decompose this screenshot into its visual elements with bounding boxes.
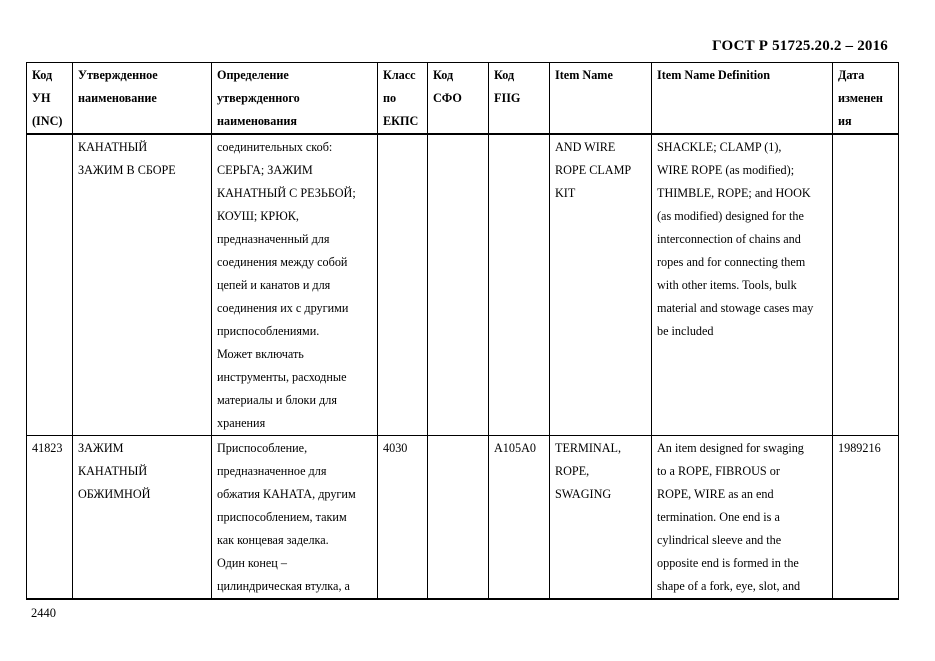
- cell-text-line: THIMBLE, ROPE; and HOOK: [657, 186, 811, 200]
- header-inc: [27, 63, 73, 135]
- cell-approved-name: [73, 436, 212, 600]
- cell-text-line: соединения их с другими: [217, 301, 349, 315]
- page-number: 2440: [31, 606, 56, 620]
- cell-item-name-definition: [652, 134, 833, 436]
- cell-text-line: ЕКПС: [383, 114, 419, 128]
- cell-text-line: предназначенное для: [217, 464, 327, 478]
- cell-text-line: цилиндрическая втулка, а: [217, 579, 350, 593]
- cell-text-line: ROPE, WIRE as an end: [657, 487, 774, 501]
- cell-text-line: ЗАЖИМ: [78, 441, 124, 455]
- cell-text-line: УН: [32, 91, 51, 105]
- cell-text-line: A105A0: [494, 441, 536, 455]
- header-item-name: [550, 63, 652, 135]
- cell-text-line: ия: [838, 114, 852, 128]
- cell-text-line: приспособлением, таким: [217, 510, 347, 524]
- cell-text-line: AND WIRE: [555, 140, 616, 154]
- cell-ekps-class: [378, 436, 428, 600]
- cell-text-line: утвержденного: [217, 91, 300, 105]
- cell-text-line: Приспособление,: [217, 441, 308, 455]
- document-standard-title: ГОСТ Р 51725.20.2 – 2016: [712, 38, 888, 54]
- cell-text-line: СФО: [433, 91, 462, 105]
- cell-text-line: Может включать: [217, 347, 304, 361]
- cell-text-line: КАНАТНЫЙ С РЕЗЬБОЙ;: [217, 186, 356, 200]
- cell-sfo-code: [428, 134, 489, 436]
- cell-text-line: ROPE CLAMP: [555, 163, 632, 177]
- header-item-name-definition: [652, 63, 833, 135]
- cell-text-line: 41823: [32, 441, 63, 455]
- cell-text-line: ОБЖИМНОЙ: [78, 487, 151, 501]
- classification-table: [26, 62, 899, 600]
- cell-text-line: хранения: [217, 416, 266, 430]
- cell-text-line: interconnection of chains and: [657, 232, 801, 246]
- header-sfo-code: [428, 63, 489, 135]
- cell-text-line: KIT: [555, 186, 576, 200]
- cell-text-line: SHACKLE; CLAMP (1),: [657, 140, 782, 154]
- cell-fiig-code: [489, 134, 550, 436]
- cell-text-line: КАНАТНЫЙ: [78, 464, 148, 478]
- cell-text-line: ЗАЖИМ В СБОРЕ: [78, 163, 176, 177]
- cell-text-line: СЕРЬГА; ЗАЖИМ: [217, 163, 313, 177]
- cell-text-line: цепей и канатов и для: [217, 278, 331, 292]
- cell-text-line: 1989216: [838, 441, 881, 455]
- cell-definition: [212, 134, 378, 436]
- header-change-date: [833, 63, 899, 135]
- cell-text-line: with other items. Tools, bulk: [657, 278, 797, 292]
- cell-text-line: to a ROPE, FIBROUS or: [657, 464, 780, 478]
- cell-text-line: предназначенный для: [217, 232, 330, 246]
- cell-definition: [212, 436, 378, 600]
- cell-text-line: SWAGING: [555, 487, 612, 501]
- cell-text-line: (as modified) designed for the: [657, 209, 804, 223]
- cell-text-line: изменен: [838, 91, 883, 105]
- cell-text-line: cylindrical sleeve and the: [657, 533, 782, 547]
- cell-text-line: Код: [433, 68, 454, 82]
- cell-ekps-class: [378, 134, 428, 436]
- cell-text-line: Утвержденное: [78, 68, 158, 82]
- cell-fiig-code: [489, 436, 550, 600]
- header-fiig-code: [489, 63, 550, 135]
- cell-text-line: Класс: [383, 68, 416, 82]
- cell-text-line: ropes and for connecting them: [657, 255, 806, 269]
- cell-text-line: Код: [32, 68, 53, 82]
- cell-text-line: Item Name Definition: [657, 68, 771, 82]
- header-ekps-class: [378, 63, 428, 135]
- cell-text-line: соединительных скоб:: [217, 140, 333, 154]
- cell-text-line: Item Name: [555, 68, 613, 82]
- cell-text-line: Дата: [838, 68, 865, 82]
- cell-item-name: [550, 436, 652, 600]
- cell-text-line: соединения между собой: [217, 255, 348, 269]
- table-header-row: [27, 63, 899, 135]
- cell-text-line: FIIG: [494, 91, 521, 105]
- cell-text-line: Один конец –: [217, 556, 287, 570]
- cell-text-line: opposite end is formed in the: [657, 556, 799, 570]
- cell-text-line: (INC): [32, 114, 63, 128]
- cell-text-line: как концевая заделка.: [217, 533, 329, 547]
- cell-text-line: 4030: [383, 441, 408, 455]
- cell-text-line: материалы и блоки для: [217, 393, 337, 407]
- cell-text-line: Определение: [217, 68, 289, 82]
- header-definition: [212, 63, 378, 135]
- cell-text-line: обжатия КАНАТА, другим: [217, 487, 356, 501]
- cell-text-line: An item designed for swaging: [657, 441, 804, 455]
- cell-sfo-code: [428, 436, 489, 600]
- table-row: [27, 436, 899, 600]
- cell-text-line: material and stowage cases may: [657, 301, 814, 315]
- cell-text-line: наименования: [217, 114, 297, 128]
- header-approved-name: [73, 63, 212, 135]
- cell-approved-name: [73, 134, 212, 436]
- cell-text-line: ROPE,: [555, 464, 590, 478]
- cell-text-line: по: [383, 91, 397, 105]
- cell-item-name-definition: [652, 436, 833, 600]
- cell-inc: [27, 436, 73, 600]
- cell-change-date: [833, 436, 899, 600]
- cell-text-line: КАНАТНЫЙ: [78, 140, 148, 154]
- cell-change-date: [833, 134, 899, 436]
- cell-text-line: termination. One end is a: [657, 510, 780, 524]
- cell-inc: [27, 134, 73, 436]
- cell-text-line: be included: [657, 324, 714, 338]
- table-row: [27, 134, 899, 436]
- cell-item-name: [550, 134, 652, 436]
- cell-text-line: Код: [494, 68, 515, 82]
- cell-text-line: инструменты, расходные: [217, 370, 347, 384]
- cell-text-line: КОУШ; КРЮК,: [217, 209, 299, 223]
- cell-text-line: наименование: [78, 91, 157, 105]
- cell-text-line: приспособлениями.: [217, 324, 320, 338]
- cell-text-line: TERMINAL,: [555, 441, 622, 455]
- cell-text-line: shape of a fork, eye, slot, and: [657, 579, 801, 593]
- cell-text-line: WIRE ROPE (as modified);: [657, 163, 795, 177]
